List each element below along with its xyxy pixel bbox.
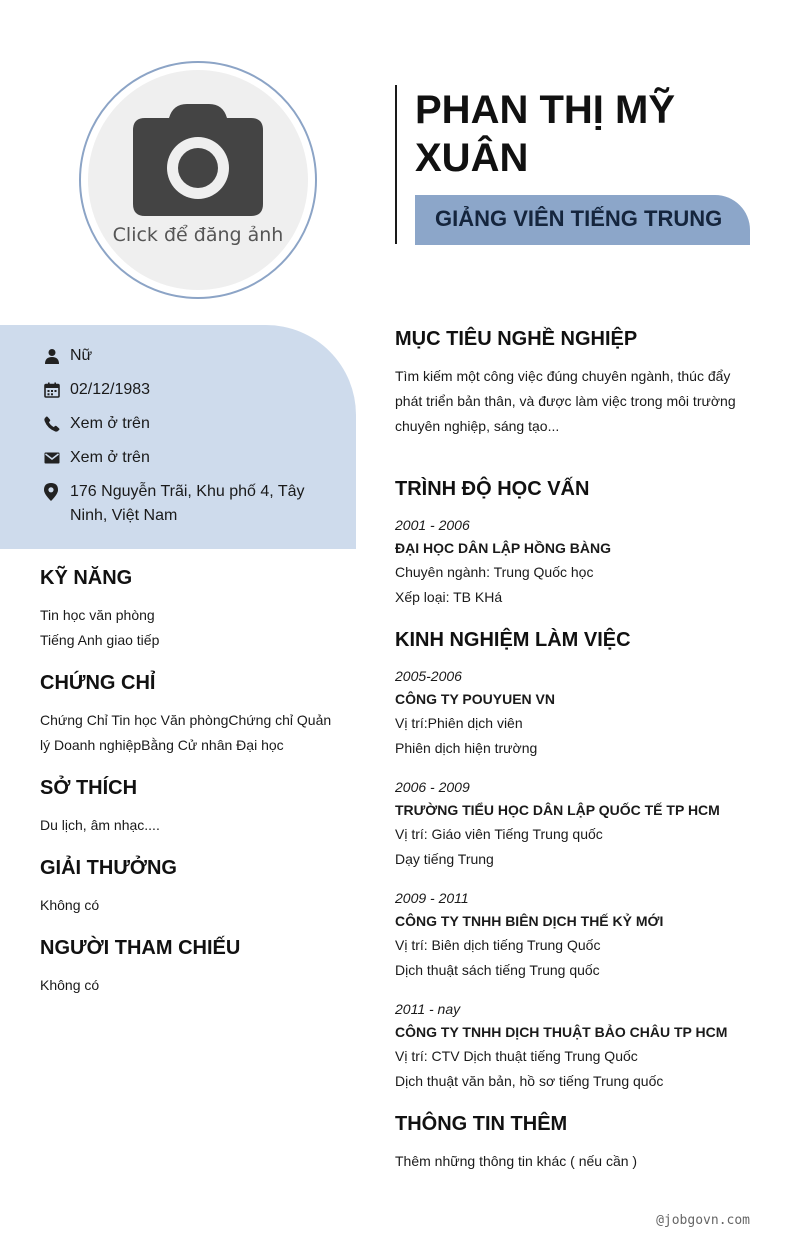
avatar-upload[interactable] [79,61,317,299]
phone-value: Xem ở trên [70,415,150,432]
job-title-badge: GIẢNG VIÊN TIẾNG TRUNG [415,195,750,245]
education-major: Chuyên ngành: Trung Quốc học [395,564,594,580]
job-period: 2011 - nay [395,1001,461,1017]
job-position: Vị trí: Biên dịch tiếng Trung Quốc [395,937,601,953]
experience-title: KINH NGHIỆM LÀM VIỆC [395,629,631,651]
job-period: 2009 - 2011 [395,890,469,906]
job-company: CÔNG TY TNHH BIÊN DỊCH THẾ KỶ MỚI [395,913,664,929]
job-position: Vị trí: Giáo viên Tiếng Trung quốc [395,826,603,842]
job-description: Phiên dịch hiện trường [395,740,538,756]
objective-title: MỤC TIÊU NGHỀ NGHIỆP [395,328,638,350]
address-value: 176 Nguyễn Trãi, Khu phố 4, Tây Ninh, Việt Nam [70,483,305,524]
extra-title: THÔNG TIN THÊM [395,1113,568,1135]
footer-watermark: @jobgovn.com [656,1213,750,1228]
location-pin-icon [44,483,58,501]
objective-text: Tìm kiếm một công việc đúng chuyên ngành, thúc đẩy phát triển bản thân, và được làm việc trong môi trường chuyên nghiệp, sáng tạo... [395,368,736,434]
education-period: 2001 - 2006 [395,517,470,533]
phone-icon [44,416,60,432]
awards-title: GIẢI THƯỞNG [40,857,177,879]
references-text: Không có [40,977,100,993]
job-description: Dạy tiếng Trung [395,851,494,867]
calendar-icon [44,382,60,398]
avatar-placeholder[interactable] [88,70,308,290]
job-position: Vị trí: CTV Dịch thuật tiếng Trung Quốc [395,1048,638,1064]
mail-icon [44,451,60,465]
job-company: TRƯỜNG TIỂU HỌC DÂN LẬP QUỐC TẾ TP HCM [395,802,720,818]
hobbies-text: Du lịch, âm nhạc.... [40,817,160,833]
skill-item: Tiếng Anh giao tiếp [40,632,160,648]
hobbies-title: SỞ THÍCH [40,777,138,799]
photo-caption: Click để đăng ảnh [112,224,284,246]
email-value: Xem ở trên [70,449,150,466]
extra-text: Thêm những thông tin khác ( nếu cần ) [395,1153,638,1169]
education-title: TRÌNH ĐỘ HỌC VẤN [395,478,590,500]
job-company: CÔNG TY TNHH DỊCH THUẬT BẢO CHÂU TP HCM [395,1024,728,1040]
camera-icon [133,104,263,216]
skills-title: KỸ NĂNG [40,567,133,589]
candidate-name: PHAN THỊ MỸ XUÂN [415,88,675,180]
phone-row [40,412,320,436]
birthday-row [40,378,320,402]
email-row [40,446,320,470]
job-period: 2006 - 2009 [395,779,470,795]
birthday-value: 02/12/1983 [70,381,151,398]
awards-text: Không có [40,897,100,913]
certificates-title: CHỨNG CHỈ [40,672,156,694]
address-row [40,480,320,528]
person-icon [44,348,60,364]
certificates-text: Chứng Chỉ Tin học Văn phòngChứng chỉ Quản lý Doanh nghiệpBằng Cử nhân Đại học [40,712,332,753]
job-description: Dịch thuật văn bản, hồ sơ tiếng Trung quốc [395,1073,664,1089]
name-divider [395,85,397,244]
education-grade: Xếp loại: TB KHá [395,589,503,605]
gender-row [40,344,320,368]
job-description: Dịch thuật sách tiếng Trung quốc [395,962,600,978]
gender-value: Nữ [70,347,93,364]
references-title: NGƯỜI THAM CHIẾU [40,937,241,959]
job-period: 2005-2006 [395,668,462,684]
education-school: ĐẠI HỌC DÂN LẬP HỒNG BÀNG [395,540,611,556]
skill-item: Tin học văn phòng [40,607,155,623]
job-position: Vị trí:Phiên dịch viên [395,715,523,731]
job-company: CÔNG TY POUYUEN VN [395,691,555,707]
